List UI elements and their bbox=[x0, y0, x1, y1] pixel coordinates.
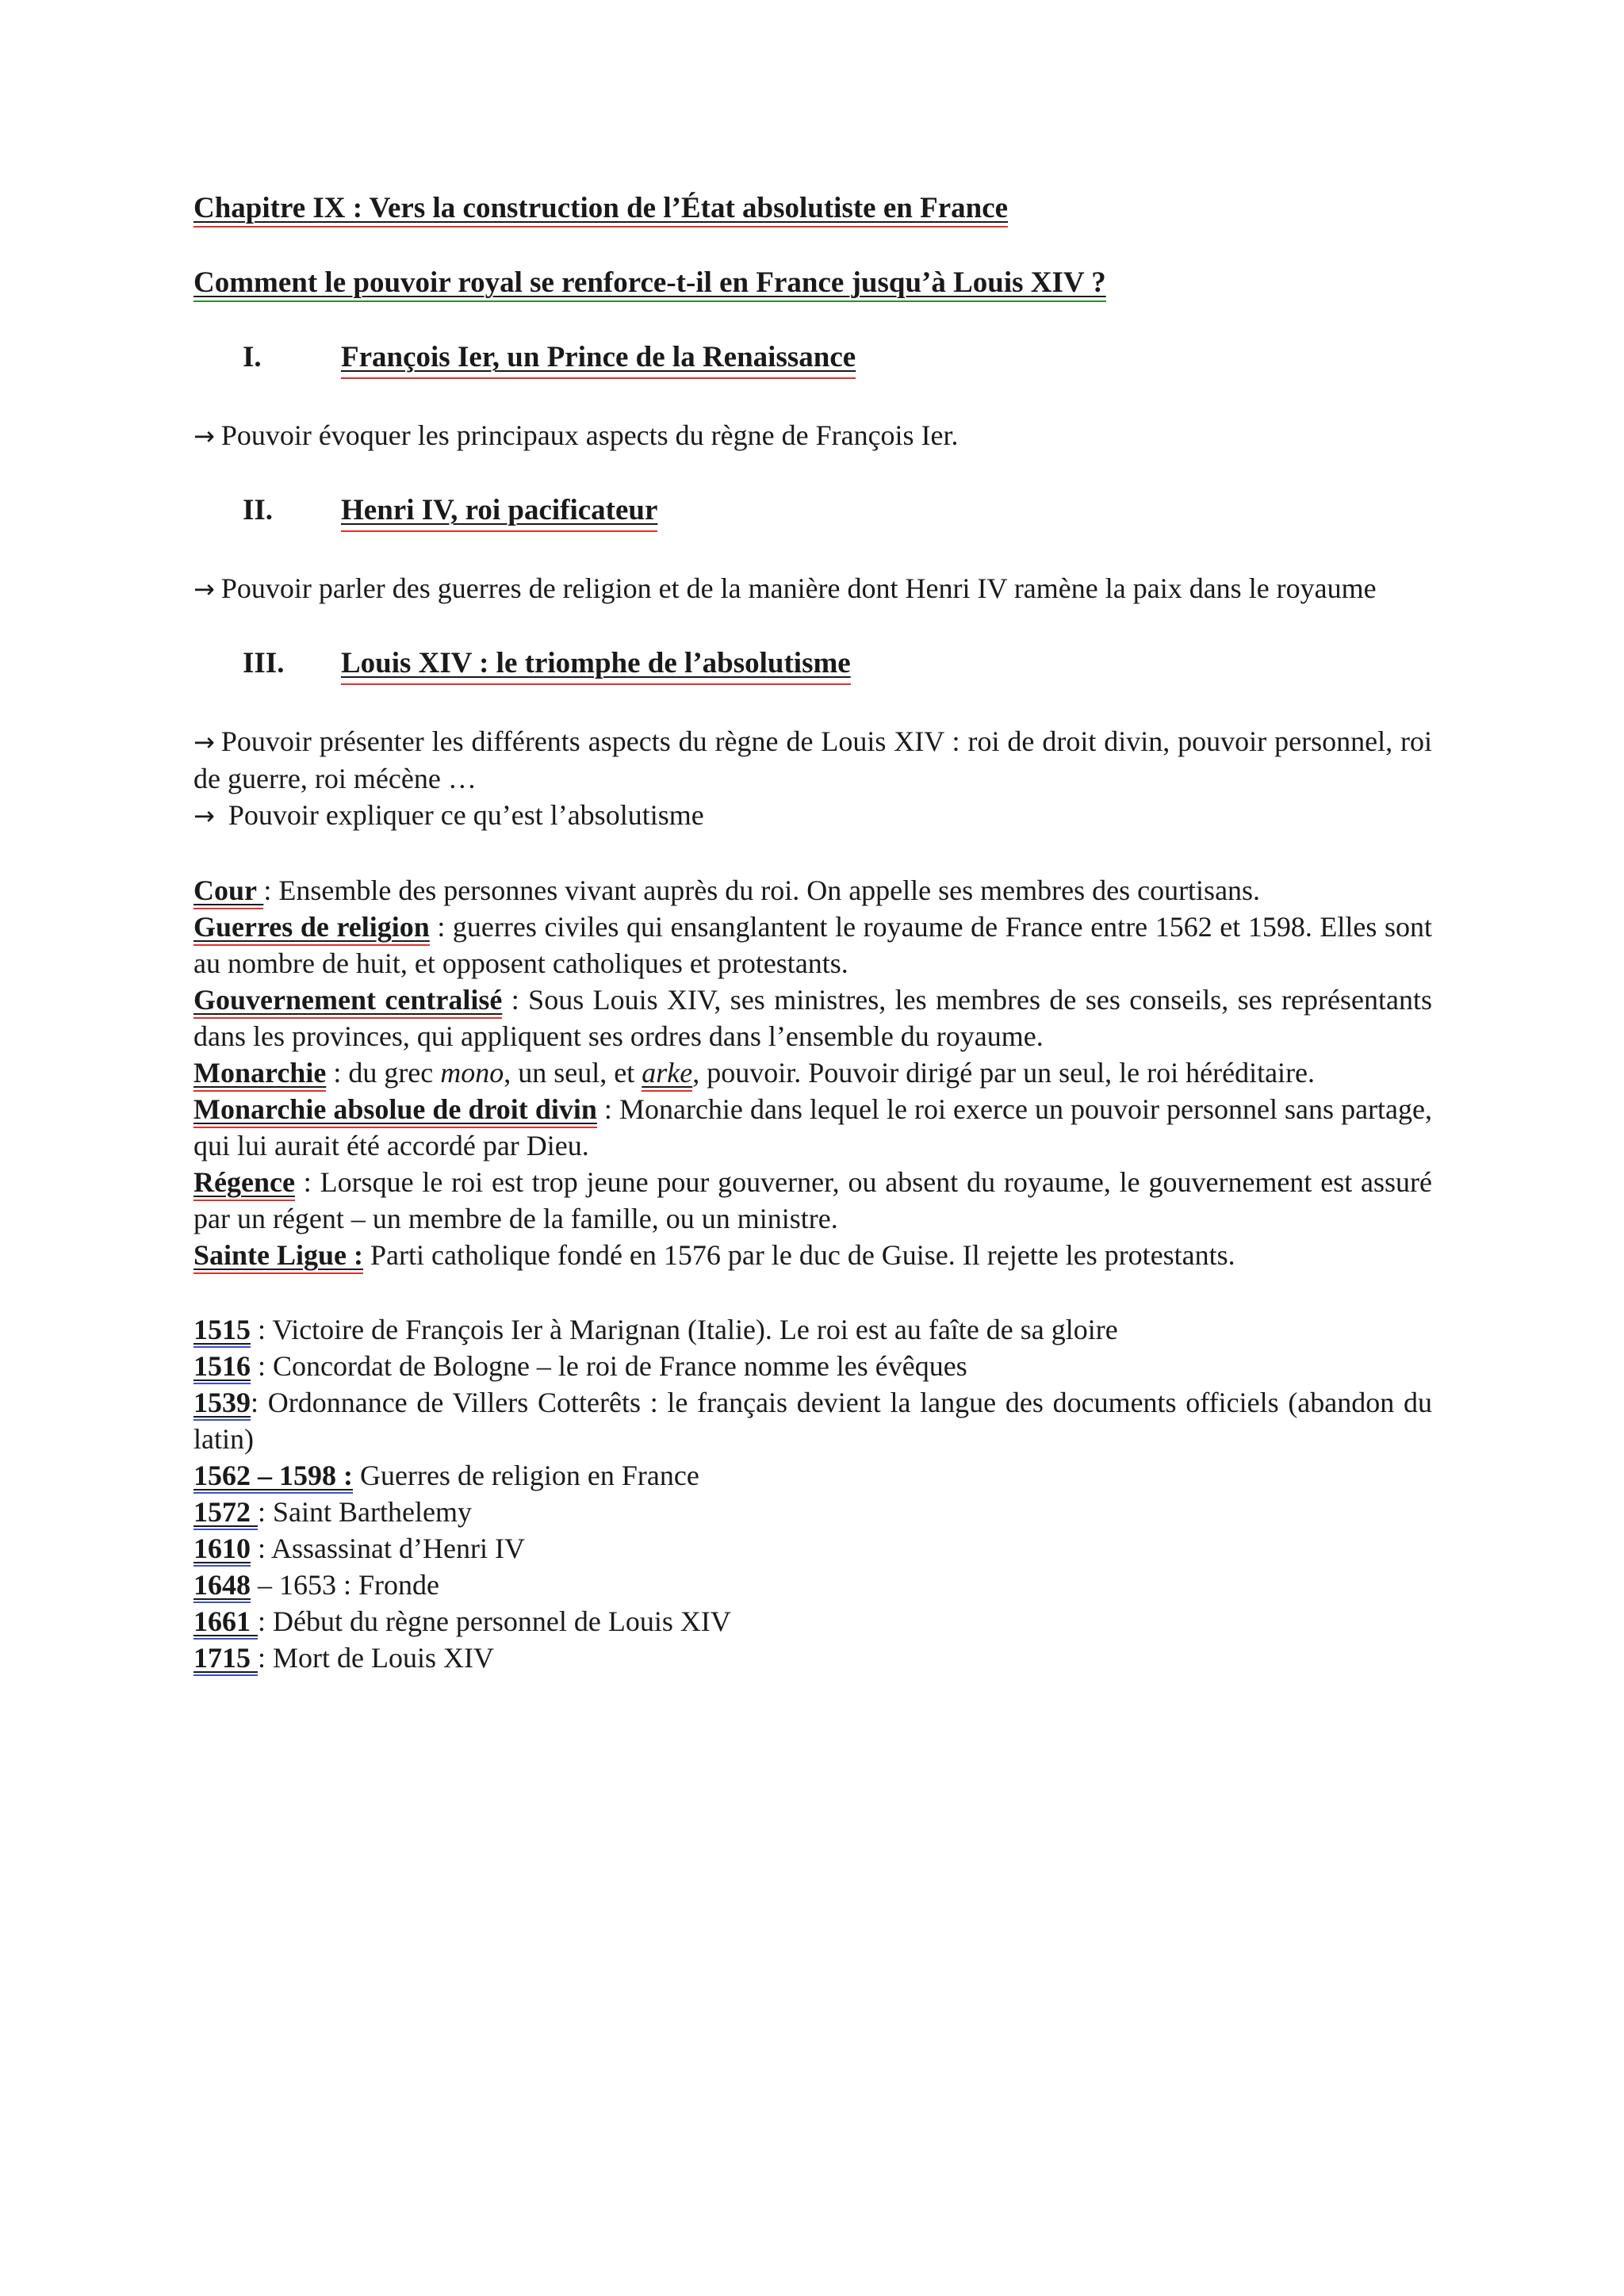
chapter-question: Comment le pouvoir royal se renforce-t-il en France jusqu’à Louis XIV ? bbox=[193, 265, 1432, 301]
timeline-entry: 1715 : Mort de Louis XIV bbox=[193, 1640, 1432, 1676]
timeline-date: 1715 bbox=[193, 1642, 258, 1676]
section-objectives-1 bbox=[193, 417, 1432, 454]
timeline-date: 1610 bbox=[193, 1533, 251, 1567]
arrow-right-icon: → bbox=[193, 574, 215, 604]
chapter-title: Chapitre IX : Vers la construction de l’État absolutiste en France bbox=[193, 190, 1432, 227]
section-number: III. bbox=[243, 647, 285, 679]
timeline-date: 1515 bbox=[193, 1314, 251, 1348]
timeline bbox=[193, 1311, 1432, 1676]
glossary-entry: Guerres de religion : guerres civiles qui ensanglantent le royaume de France entre 1562 et 1598. Elles sont au nombre de huit, et opposent catholiques et protestants. bbox=[193, 911, 1432, 979]
glossary-entry: Régence : Lorsque le roi est trop jeune pour gouverner, ou absent du royaume, le gouvernement est assuré par un régent – un membre de la famille, ou un ministre. bbox=[193, 1166, 1432, 1234]
timeline-entry: 1516 : Concordat de Bologne – le roi de France nomme les évêques bbox=[193, 1348, 1432, 1384]
arrow-right-icon: → bbox=[193, 421, 215, 451]
section-heading-2 bbox=[193, 492, 1432, 532]
section-heading-1 bbox=[193, 339, 1432, 379]
arrow-right-icon: → bbox=[193, 727, 215, 757]
timeline-date: 1648 bbox=[193, 1569, 251, 1603]
timeline-entry: 1515 : Victoire de François Ier à Marignan (Italie). Le roi est au faîte de sa gloire bbox=[193, 1311, 1432, 1348]
glossary-entry: Monarchie : du grec mono, un seul, et arke, pouvoir. Pouvoir dirigé par un seul, le roi héréditaire. bbox=[193, 1054, 1432, 1091]
glossary bbox=[193, 872, 1432, 1273]
objective-item: → Pouvoir évoquer les principaux aspects du règne de François Ier. bbox=[193, 419, 959, 451]
arrow-right-icon: → bbox=[193, 801, 215, 831]
glossary-term: Sainte Ligue : bbox=[193, 1239, 363, 1274]
glossary-term: Monarchie absolue de droit divin bbox=[193, 1093, 597, 1128]
glossary-term: Monarchie bbox=[193, 1057, 326, 1092]
objective-item: → Pouvoir expliquer ce qu’est l’absolutisme bbox=[193, 799, 704, 831]
glossary-term: Cour bbox=[193, 874, 263, 909]
timeline-entry: 1572 : Saint Barthelemy bbox=[193, 1494, 1432, 1530]
section-objectives-2 bbox=[193, 570, 1432, 607]
timeline-date: 1539 bbox=[193, 1387, 251, 1421]
objective-item: → Pouvoir parler des guerres de religion et de la manière dont Henri IV ramène la paix dans le royaume bbox=[193, 572, 1377, 604]
timeline-date: 1562 – 1598 : bbox=[193, 1460, 353, 1494]
glossary-entry: Monarchie absolue de droit divin : Monarchie dans lequel le roi exerce un pouvoir personnel sans partage, qui lui aurait été accordé par Dieu. bbox=[193, 1093, 1432, 1161]
glossary-term: Gouvernement centralisé bbox=[193, 984, 502, 1019]
section-objectives-3 bbox=[193, 723, 1432, 834]
document-page bbox=[193, 190, 1432, 1676]
timeline-entry: 1661 : Début du règne personnel de Louis XIV bbox=[193, 1603, 1432, 1640]
timeline-date: 1572 bbox=[193, 1496, 258, 1530]
timeline-entry: 1539: Ordonnance de Villers Cotterêts : le français devient la langue des documents officiels (abandon du latin) bbox=[193, 1387, 1432, 1455]
timeline-entry: 1562 – 1598 : Guerres de religion en France bbox=[193, 1457, 1432, 1494]
glossary-term: Guerres de religion bbox=[193, 911, 430, 946]
timeline-entry: 1610 : Assassinat d’Henri IV bbox=[193, 1530, 1432, 1567]
timeline-entry: 1648 – 1653 : Fronde bbox=[193, 1567, 1432, 1603]
glossary-term: Régence bbox=[193, 1166, 295, 1201]
section-number: II. bbox=[243, 494, 274, 526]
section-number: I. bbox=[243, 341, 262, 373]
glossary-entry: Cour : Ensemble des personnes vivant auprès du roi. On appelle ses membres des courtisans. bbox=[193, 872, 1432, 909]
timeline-date: 1516 bbox=[193, 1350, 251, 1384]
section-heading-3 bbox=[193, 645, 1432, 685]
objective-item: → Pouvoir présenter les différents aspects du règne de Louis XIV : roi de droit divin, pouvoir personnel, roi de guerre, roi mécène … bbox=[193, 725, 1432, 794]
section-title: Henri IV, roi pacificateur bbox=[341, 492, 657, 532]
timeline-date: 1661 bbox=[193, 1605, 258, 1640]
section-title: Louis XIV : le triomphe de l’absolutisme bbox=[341, 645, 851, 685]
glossary-entry: Sainte Ligue : Parti catholique fondé en 1576 par le duc de Guise. Il rejette les protestants. bbox=[193, 1237, 1432, 1273]
glossary-entry: Gouvernement centralisé : Sous Louis XIV, ses ministres, les membres de ses conseils, ses représentants dans les provinces, qui appliquent ses ordres dans l’ensemble du royaume. bbox=[193, 984, 1432, 1052]
section-title: François Ier, un Prince de la Renaissance bbox=[341, 339, 856, 379]
